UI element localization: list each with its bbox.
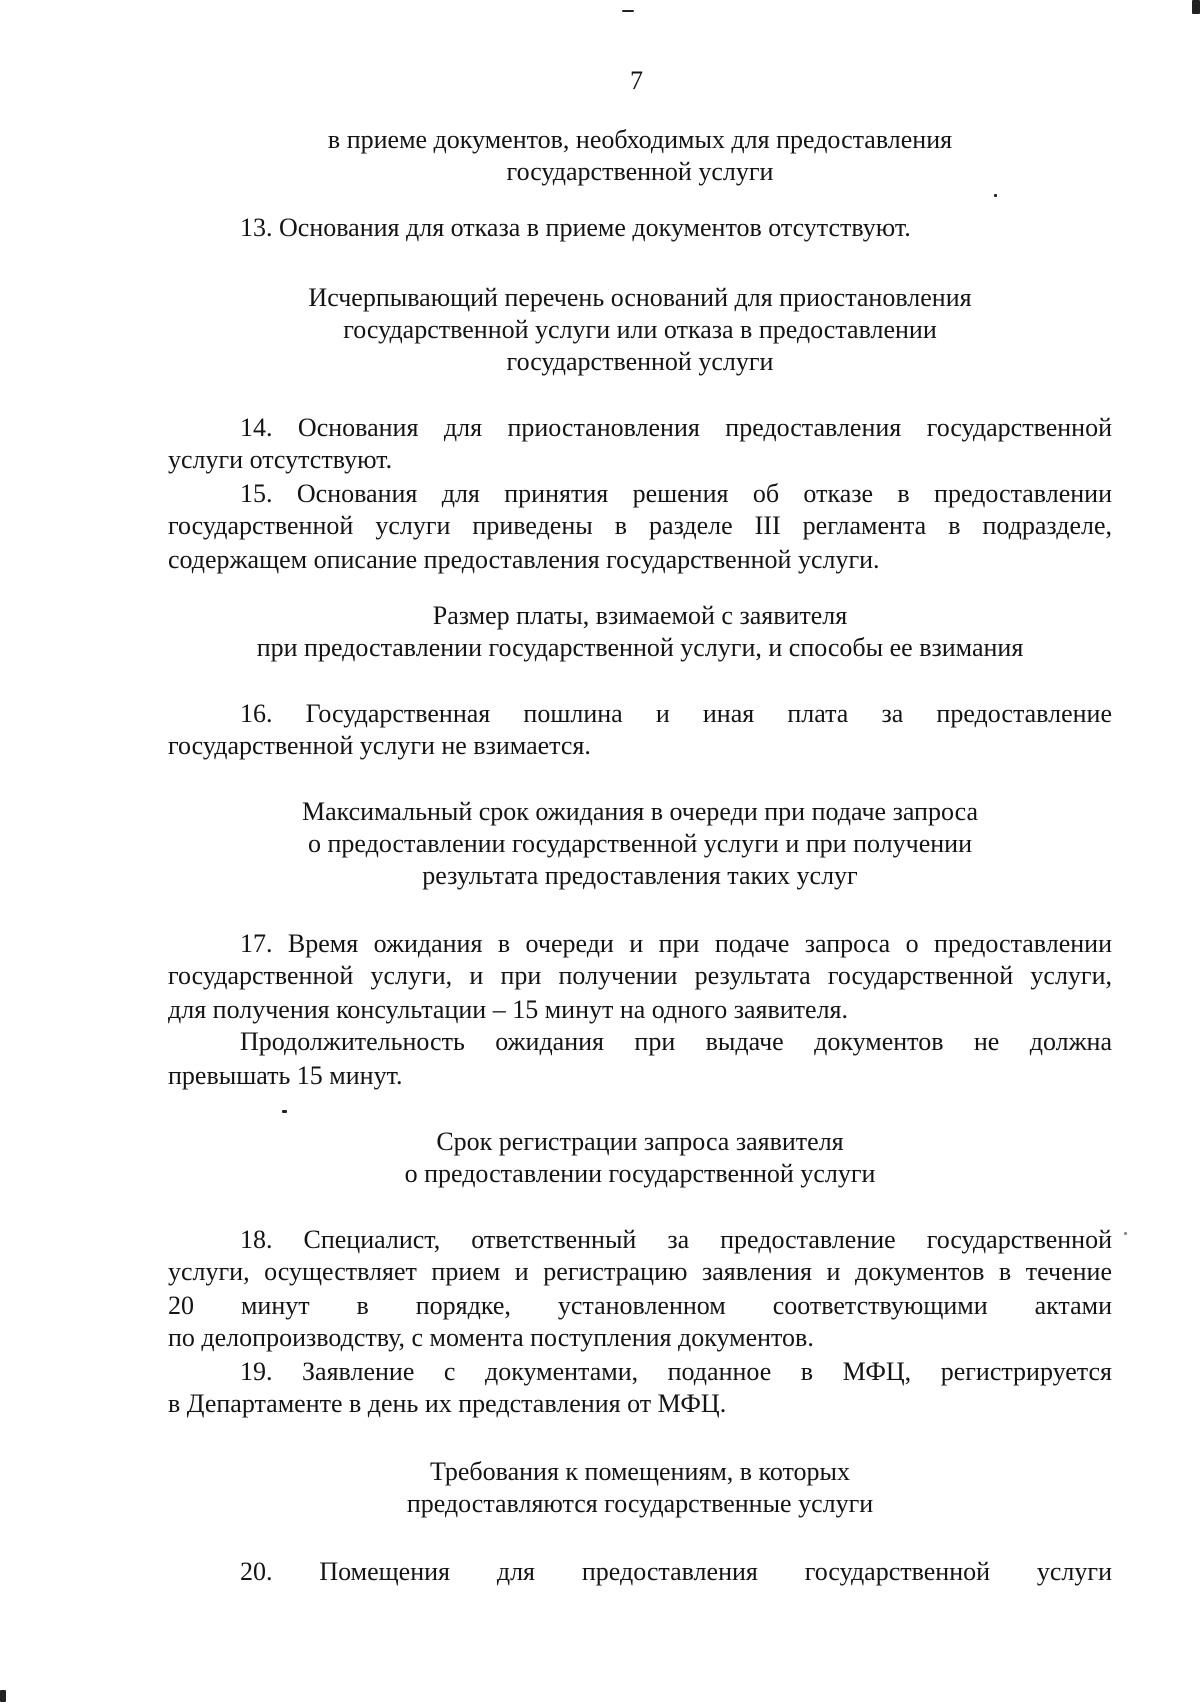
page-number: 7: [630, 66, 643, 95]
paragraph-line: государственной услуги, и при получении результата государственной услуги,: [168, 961, 1112, 990]
section-heading-line: Максимальный срок ожидания в очереди при подаче запроса: [301, 797, 979, 826]
paragraph-line: в Департаменте в день их представления от МФЦ.: [168, 1389, 727, 1418]
paragraph-line: услуги, осуществляет прием и регистрацию заявления и документов в течение: [168, 1257, 1112, 1286]
scan-speck: [622, 10, 634, 12]
paragraph-line: 13. Основания для отказа в приеме документов отсутствуют.: [240, 213, 911, 242]
section-heading-line: о предоставлении государственной услуги и при получении: [308, 829, 972, 858]
section-heading-line: государственной услуги: [506, 347, 774, 376]
section-heading-line: Требования к помещениям, в которых: [430, 1457, 850, 1486]
paragraph-line: 15. Основания для принятия решения об отказе в предоставлении: [240, 479, 1112, 508]
paragraph-line: превышать 15 минут.: [168, 1061, 403, 1090]
section-heading-line: при предоставлении государственной услуги, и способы ее взимания: [256, 633, 1024, 662]
paragraph-line: по делопроизводству, с момента поступления документов.: [168, 1323, 814, 1352]
paragraph-line: государственной услуги приведены в разделе III регламента в подразделе,: [168, 511, 1112, 540]
paragraph-line: 20. Помещения для предоставления государственной услуги: [240, 1557, 1112, 1586]
paragraph-line: содержащем описание предоставления государственной услуги.: [168, 545, 880, 574]
paragraph-line: Продолжительность ожидания при выдаче документов не должна: [240, 1027, 1112, 1056]
paragraph-line: услуги отсутствуют.: [168, 445, 393, 474]
scan-speck: [994, 194, 997, 197]
scan-speck: [282, 1110, 287, 1113]
section-heading-line: Срок регистрации запроса заявителя: [436, 1127, 844, 1156]
paragraph-line: 20 минут в порядке, установленном соответствующими актами: [168, 1291, 1112, 1320]
scan-edge-mark: [0, 1690, 6, 1702]
paragraph-line: 14. Основания для приостановления предоставления государственной: [240, 413, 1112, 442]
paragraph-line: для получения консультации – 15 минут на одного заявителя.: [168, 995, 848, 1024]
paragraph-line: 17. Время ожидания в очереди и при подаче запроса о предоставлении: [240, 929, 1112, 958]
scan-speck: [1124, 1232, 1127, 1235]
section-heading-line: Размер платы, взимаемой с заявителя: [432, 601, 848, 630]
paragraph-line: 16. Государственная пошлина и иная плата за предоставление: [240, 699, 1112, 728]
section-heading-line: результата предоставления таких услуг: [422, 861, 858, 890]
paragraph-line: государственной услуги не взимается.: [168, 731, 591, 760]
paragraph-line: 19. Заявление с документами, поданное в МФЦ, регистрируется: [240, 1357, 1112, 1386]
section-heading-line: государственной услуги или отказа в предоставлении: [343, 315, 937, 344]
paragraph-line: 18. Специалист, ответственный за предоставление государственной: [240, 1225, 1112, 1254]
section-heading-line: государственной услуги: [506, 157, 774, 186]
section-heading-line: Исчерпывающий перечень оснований для приостановления: [308, 283, 972, 312]
section-heading-line: предоставляются государственные услуги: [406, 1489, 874, 1518]
section-heading-line: в приеме документов, необходимых для предоставления: [327, 125, 953, 154]
section-heading-line: о предоставлении государственной услуги: [404, 1159, 876, 1188]
scan-edge-mark: [1192, 0, 1200, 14]
